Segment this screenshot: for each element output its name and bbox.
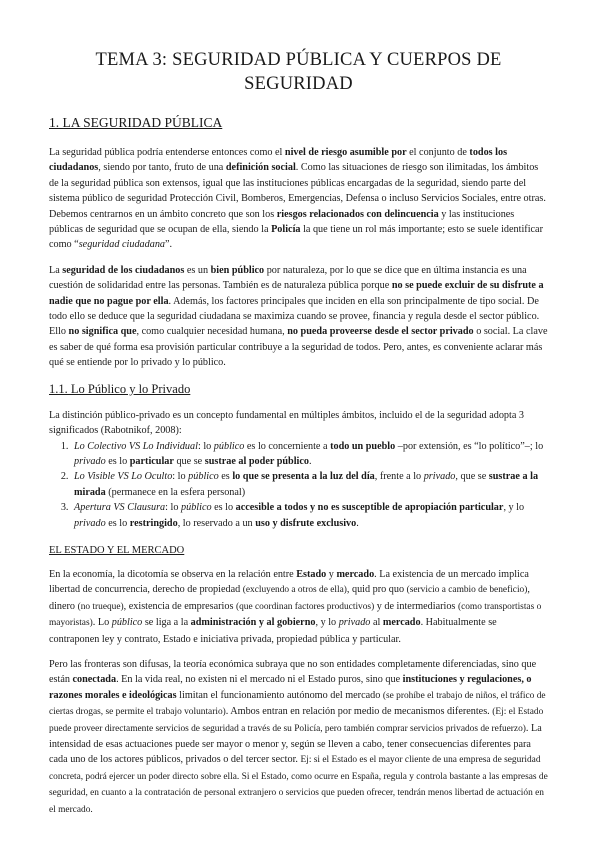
meanings-list (49, 439, 548, 531)
text-run: todo un pueblo (330, 440, 396, 452)
text-run: no pueda proveerse desde el sector privado (287, 326, 474, 338)
list-item (71, 439, 548, 470)
text-run: público (111, 617, 143, 629)
text-run: todos los ciudadanos (49, 147, 508, 174)
text-run: En la economía, la dicotomía se observa en la relación entre (49, 568, 297, 580)
text-run: privado (74, 455, 106, 467)
text-run: . Además, los factores principales que inciden en ella son principalmente de tipo social. De todo ello se deduce que la seguridad ciudadana se maximiza cuando se provee, financia y regula desde el sector público. Ello (49, 295, 540, 338)
text-run: (Ej: el Estado puede proveer directamente servicios de seguridad a través de su Policía, pero también comprar servicios privados de refuerzo) (49, 707, 544, 734)
text-run: uso y disfrute exclusivo (255, 517, 357, 529)
text-run: , existencia de empresarios (123, 600, 236, 612)
text-run: –por extensión, es “lo político”–; lo (395, 440, 544, 452)
text-run: sustrae a la mirada (74, 471, 539, 498)
text-run: Policía (271, 224, 301, 236)
list-item (71, 469, 548, 500)
text-run: público (181, 502, 212, 514)
text-run: , como cualquier necesidad humana, (136, 326, 288, 338)
text-run: riesgos relacionados con delincuencia (276, 208, 439, 220)
text-run: , y lo (503, 502, 525, 514)
text-run: restringido (129, 517, 178, 529)
text-run: , dinero (49, 584, 530, 612)
text-run: Estado (296, 568, 327, 580)
text-run: es un (184, 264, 211, 276)
text-run: Apertura VS Clausura (74, 502, 166, 514)
document-page (49, 48, 548, 828)
text-run: . Habitualmente se contraponen ley y contrato, Estado e iniciativa privada, propiedad pública y particular. (49, 617, 497, 645)
text-run: La seguridad pública podría entenderse entonces como el (49, 147, 285, 158)
text-run: . En la vida real, no existen ni el mercado ni el Estado puros, sino que (116, 674, 403, 686)
text-run: (excluyendo a otros de ella) (242, 585, 347, 596)
text-run: el conjunto de (406, 147, 470, 158)
text-run: no se puede excluir de su disfrute a nadie que no pague por ella (49, 280, 544, 307)
subsection-heading-estado-mercado: EL ESTADO Y EL MERCADO (49, 544, 185, 556)
text-run: Lo Visible VS Lo Oculto (74, 471, 173, 483)
text-run: Ej: si el Estado es el mayor cliente de una empresa de seguridad concreta, podrá ejercer un poder directo sobre ella. Si el Estado, como ocurre en España, regula y controla bastante a las empresas de seguridad, en cuanto a la contratación de personal extranjero o servicios que pueden ofrecer, tendrán menos libertad de actuación en el mercado. (49, 755, 548, 815)
text-run: es (218, 471, 233, 483)
text-run: . Lo (92, 617, 112, 629)
text-run: definición social (225, 162, 296, 174)
paragraph-definicion-seguridad (49, 145, 548, 253)
text-run: particular (129, 455, 174, 467)
paragraph-fronteras (49, 657, 548, 818)
text-run: (que coordinan factores productivos) (235, 601, 375, 612)
text-run: público (188, 471, 219, 483)
text-run: accesible a todos y no es susceptible de apropiación particular (235, 502, 504, 514)
text-run: seguridad de los ciudadanos (62, 264, 185, 276)
text-run: , frente a lo (374, 471, 424, 483)
text-run: , lo reservado a un (177, 517, 256, 529)
text-run: , siendo por tanto, fruto de una (98, 162, 226, 174)
document-title: TEMA 3: SEGURIDAD PÚBLICA Y CUERPOS DE SEGURIDAD (95, 50, 502, 94)
paragraph-economia (49, 567, 548, 647)
text-run: Pero las fronteras son difusas, la teoría económica subraya que no son entidades completamente diferenciadas, sino que están (49, 658, 537, 686)
text-run: la que tiene un rol más importante; esto se suele identificar como “ (49, 224, 543, 251)
text-run: mercado (336, 568, 375, 580)
text-run: bien público (210, 264, 265, 276)
text-run: (como transportistas o mayoristas) (49, 601, 542, 629)
text-run: (permanece en la esfera personal) (105, 486, 246, 498)
text-run: no significa que (68, 326, 137, 338)
paragraph-bien-publico (49, 263, 548, 371)
text-run: nivel de riesgo asumible por (284, 147, 407, 158)
text-run: . La existencia de un mercado implica libertad de concurrencia, derecho de propiedad (49, 568, 529, 596)
list-item (71, 500, 548, 531)
text-run: que se (173, 455, 205, 467)
text-run: Lo Colectivo VS Lo Individual (74, 440, 198, 452)
text-run: . (356, 517, 359, 529)
text-run: , quid pro quo (346, 584, 407, 596)
text-run: administración y al gobierno (190, 617, 316, 629)
text-run: es lo (105, 517, 130, 529)
text-run: lo que se presenta a la luz del día (232, 471, 375, 483)
text-run: por naturaleza, por lo que se dice que en última instancia es una cuestión de solidaridad entre las personas. También es de naturaleza pública porque (49, 264, 527, 292)
text-run: (servicio a cambio de beneficio) (406, 585, 528, 596)
text-run: La (49, 264, 63, 276)
text-run: : lo (165, 502, 181, 514)
paragraph-distincion (49, 408, 548, 439)
text-run: privado (338, 617, 371, 629)
text-run: mercado (382, 617, 421, 629)
text-run: y las instituciones públicas de seguridad que se ocupan de ella, siendo la (49, 208, 515, 236)
text-run: . Como las situaciones de riesgo son ilimitadas, los ámbitos de la seguridad pública son extensos, igual que las instituciones públicas encargadas de la seguridad, siendo parte del sistema público de seguridad Protección Civil, Bomberos, Emergencias, Defensa o incluso Servicios Sociales, entre otras. Debemos centrarnos en un ámbito concreto que son los (49, 162, 546, 220)
text-run: . (309, 455, 312, 467)
text-run: instituciones y regulaciones, o razones morales e ideológicas (49, 674, 532, 701)
text-run: es lo (105, 455, 130, 467)
text-run: seguridad ciudadana (78, 239, 166, 251)
text-run: . Ambos entran en relación por medio de mecanismos diferentes. (225, 706, 493, 718)
text-run: y de intermediarios (374, 600, 458, 612)
text-run: sustrae al poder público (204, 455, 309, 467)
text-run: (se prohíbe el trabajo de niños, el tráfico de ciertas drogas, se permite el trabajo voluntario) (49, 690, 546, 718)
text-run: privado (74, 517, 106, 529)
text-run: limitan el funcionamiento autónomo del mercado (176, 689, 383, 701)
text-run: . La intensidad de esas actuaciones puede ser mayor o menor y, según se lleven a cabo, tener consecuencias diferentes para cada uno de los actores públicos, privados o del tercer sector. (49, 722, 542, 766)
text-run: es lo (211, 502, 236, 514)
text-run: o social. La clave es saber de qué forma esa provisión particular contribuye a la seguridad de todos. Pero, antes, es conveniente aclarar más qué se entiende por lo privado y lo público. (49, 326, 548, 369)
text-run: : lo (172, 471, 189, 483)
subsection-heading-publico-privado: 1.1. Lo Público y lo Privado (49, 381, 191, 396)
text-run: al (370, 617, 383, 629)
text-run: La distinción público-privado es un concepto fundamental en múltiples ámbitos, incluido el de la seguridad adopta 3 significados (Rabotnikof, 2008): (49, 409, 525, 437)
text-run: , que se (455, 471, 489, 483)
text-run: es lo concerniente a (244, 440, 331, 452)
text-run: se liga a la (142, 617, 191, 629)
text-run: , y lo (315, 617, 339, 629)
text-run: conectada (72, 674, 117, 686)
section-heading-seguridad-publica: 1. LA SEGURIDAD PÚBLICA (49, 115, 223, 130)
text-run: : lo (197, 440, 214, 452)
text-run: (no trueque) (77, 601, 124, 612)
text-run: ”. (165, 239, 173, 251)
text-run: y (326, 568, 337, 580)
text-run: privado (423, 471, 456, 483)
text-run: público (213, 440, 245, 452)
